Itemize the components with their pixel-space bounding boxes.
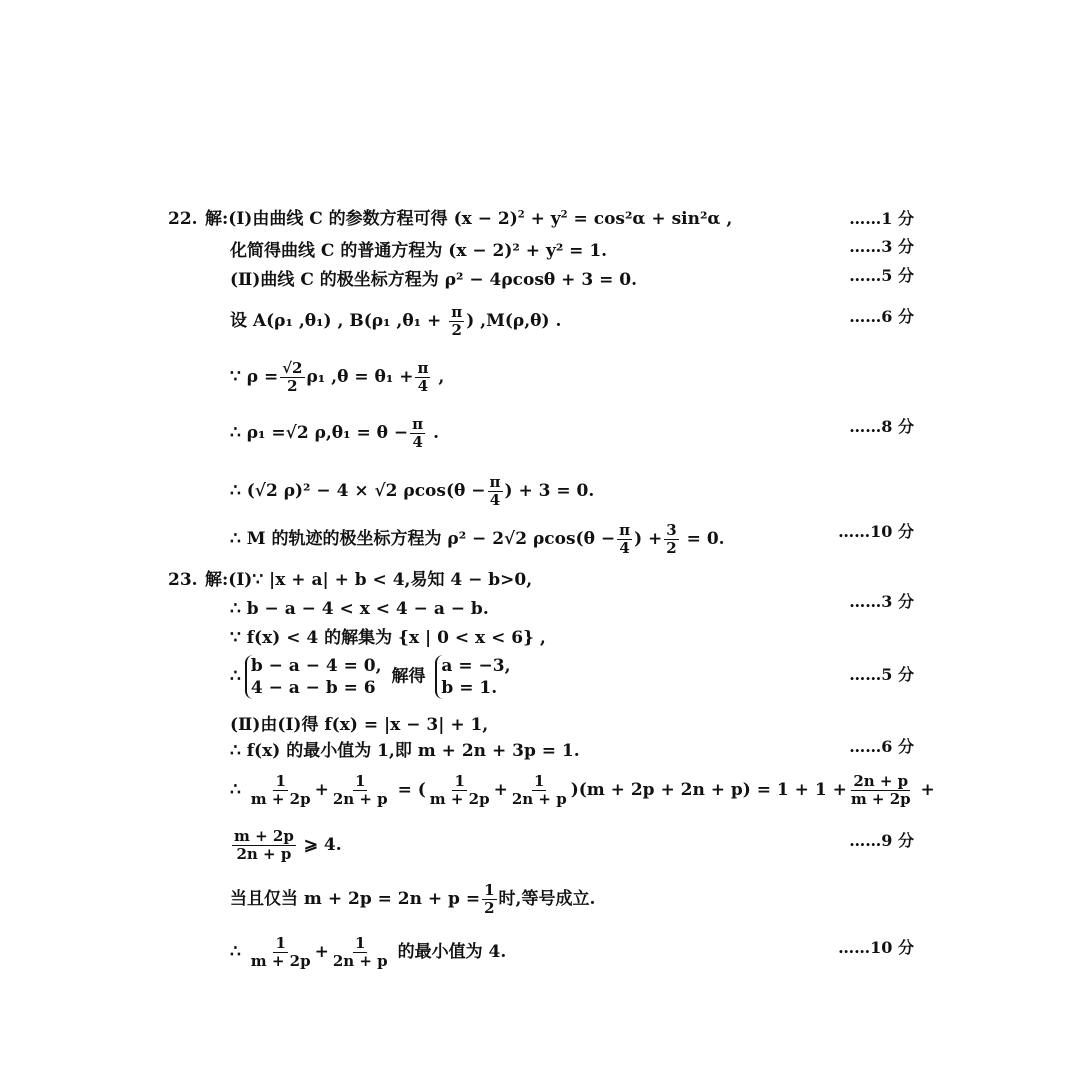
p22-score-4: ……6 分 bbox=[849, 307, 914, 326]
p23-line-2: ∴ b − a − 4 < x < 4 − a − b. bbox=[230, 599, 489, 619]
p23-line-9: 当且仅当 m + 2p = 2n + p = $\frac{1}{2}$ 时,等号成立. bbox=[230, 881, 596, 917]
p22-score-6: ……10 分 bbox=[838, 522, 914, 541]
three-halves-fraction: $\frac{3}{2}$ bbox=[666, 521, 677, 557]
one-over-2np-fraction: $\frac{1}{2n + p}$ bbox=[332, 934, 388, 970]
p22-line-6: ∴ ρ₁ =√2 ρ,θ₁ = θ − $\frac{\pi}{4}$ . bbox=[230, 415, 439, 451]
p23-score-1: ……3 分 bbox=[849, 592, 914, 611]
p23-score-4: ……9 分 bbox=[849, 831, 914, 850]
m2p-over-2np-fraction: $\frac{m + 2p}{2n + p}$ bbox=[234, 827, 294, 863]
pi-over-4-fraction: $\frac{\pi}{4}$ bbox=[619, 521, 631, 557]
p23-line-4-system: ∴ b − a − 4 = 0, 4 − a − b = 6 解得 a = −3, b = 1. bbox=[230, 656, 511, 698]
p22-line-2: 化简得曲线 C 的普通方程为 (x − 2)² + y² = 1. bbox=[230, 241, 608, 261]
pi-over-4-fraction: $\frac{\pi}{4}$ bbox=[417, 359, 429, 395]
one-over-2np-fraction: $\frac{1}{2n + p}$ bbox=[332, 772, 388, 808]
p23-line-5: (Ⅱ)由(Ⅰ)得 f(x) = |x − 3| + 1, bbox=[230, 715, 489, 735]
p22-score-2: ……3 分 bbox=[849, 237, 914, 256]
p22-score-1: ……1 分 bbox=[849, 209, 914, 228]
p23-line-10: ∴ $\frac{1}{m + 2p}$ + $\frac{1}{2n + p}$ 的最小值为 4. bbox=[230, 934, 507, 970]
p23-line-8: $\frac{m + 2p}{2n + p}$ ⩾ 4. bbox=[234, 827, 342, 863]
pi-over-4-fraction: $\frac{\pi}{4}$ bbox=[412, 415, 424, 451]
p23-line-6: ∴ f(x) 的最小值为 1,即 m + 2n + 3p = 1. bbox=[230, 741, 580, 761]
problem-23-number: 23. bbox=[168, 570, 198, 590]
p22-line-5: ∵ ρ = $\frac{√2}{2}$ ρ₁ ,θ = θ₁ + $\frac{\pi}{4}$ , bbox=[230, 359, 445, 395]
problem-22-number: 22. bbox=[168, 209, 198, 229]
one-over-m2p-fraction: $\frac{1}{m + 2p}$ bbox=[429, 772, 490, 808]
p22-score-5: ……8 分 bbox=[849, 417, 914, 436]
p23-score-2: ……5 分 bbox=[849, 665, 914, 684]
equation-system-left: b − a − 4 = 0, 4 − a − b = 6 bbox=[245, 655, 382, 699]
pi-over-2-fraction: $\frac{\pi}{2}$ bbox=[451, 303, 463, 339]
p22-score-3: ……5 分 bbox=[849, 266, 914, 285]
p23-line-1: 解:(Ⅰ)∵ |x + a| + b < 4,易知 4 − b>0, bbox=[205, 570, 533, 590]
p22-line-3: (Ⅱ)曲线 C 的极坐标方程为 ρ² − 4ρcosθ + 3 = 0. bbox=[230, 270, 638, 290]
p23-score-5: ……10 分 bbox=[838, 938, 914, 957]
p23-score-3: ……6 分 bbox=[849, 737, 914, 756]
2np-over-m2p-fraction: $\frac{2n + p}{m + 2p}$ bbox=[850, 772, 911, 808]
equation-system-right: a = −3, b = 1. bbox=[435, 655, 510, 699]
one-over-m2p-fraction: $\frac{1}{m + 2p}$ bbox=[250, 772, 311, 808]
one-over-m2p-fraction: $\frac{1}{m + 2p}$ bbox=[250, 934, 311, 970]
p22-line-4: 设 A(ρ₁ ,θ₁) , B(ρ₁ ,θ₁ + $\frac{\pi}{2}$ ) ,M(ρ,θ) . bbox=[230, 303, 562, 339]
p22-line-1: 解:(Ⅰ)由曲线 C 的参数方程可得 $(x - 2)^2 + y^2 = \cos^2\alpha + \sin^2\alpha$ , bbox=[205, 209, 733, 229]
p23-line-3: ∵ f(x) < 4 的解集为 {x | 0 < x < 6} , bbox=[230, 628, 546, 648]
one-half-fraction: $\frac{1}{2}$ bbox=[484, 881, 495, 917]
pi-over-4-fraction: $\frac{\pi}{4}$ bbox=[489, 473, 501, 509]
sqrt2-over-2-fraction: $\frac{√2}{2}$ bbox=[282, 359, 303, 395]
p22-line-7: ∴ (√2 ρ)² − 4 × √2 ρcos(θ − $\frac{\pi}{4}$ ) + 3 = 0. bbox=[230, 473, 595, 509]
p23-line-7: ∴ $\frac{1}{m + 2p}$ + $\frac{1}{2n + p}$ = ( $\frac{1}{m + 2p}$ + $\frac{1}{2n + p}$ )(m + 2p + 2n + p) = 1 + 1 + $\frac{2n + p}{m + 2p}$ + bbox=[230, 772, 935, 808]
p22-line-8: ∴ M 的轨迹的极坐标方程为 ρ² − 2√2 ρcos(θ − $\frac{\pi}{4}$ ) + $\frac{3}{2}$ = 0. bbox=[230, 521, 725, 557]
one-over-2np-fraction: $\frac{1}{2n + p}$ bbox=[511, 772, 567, 808]
